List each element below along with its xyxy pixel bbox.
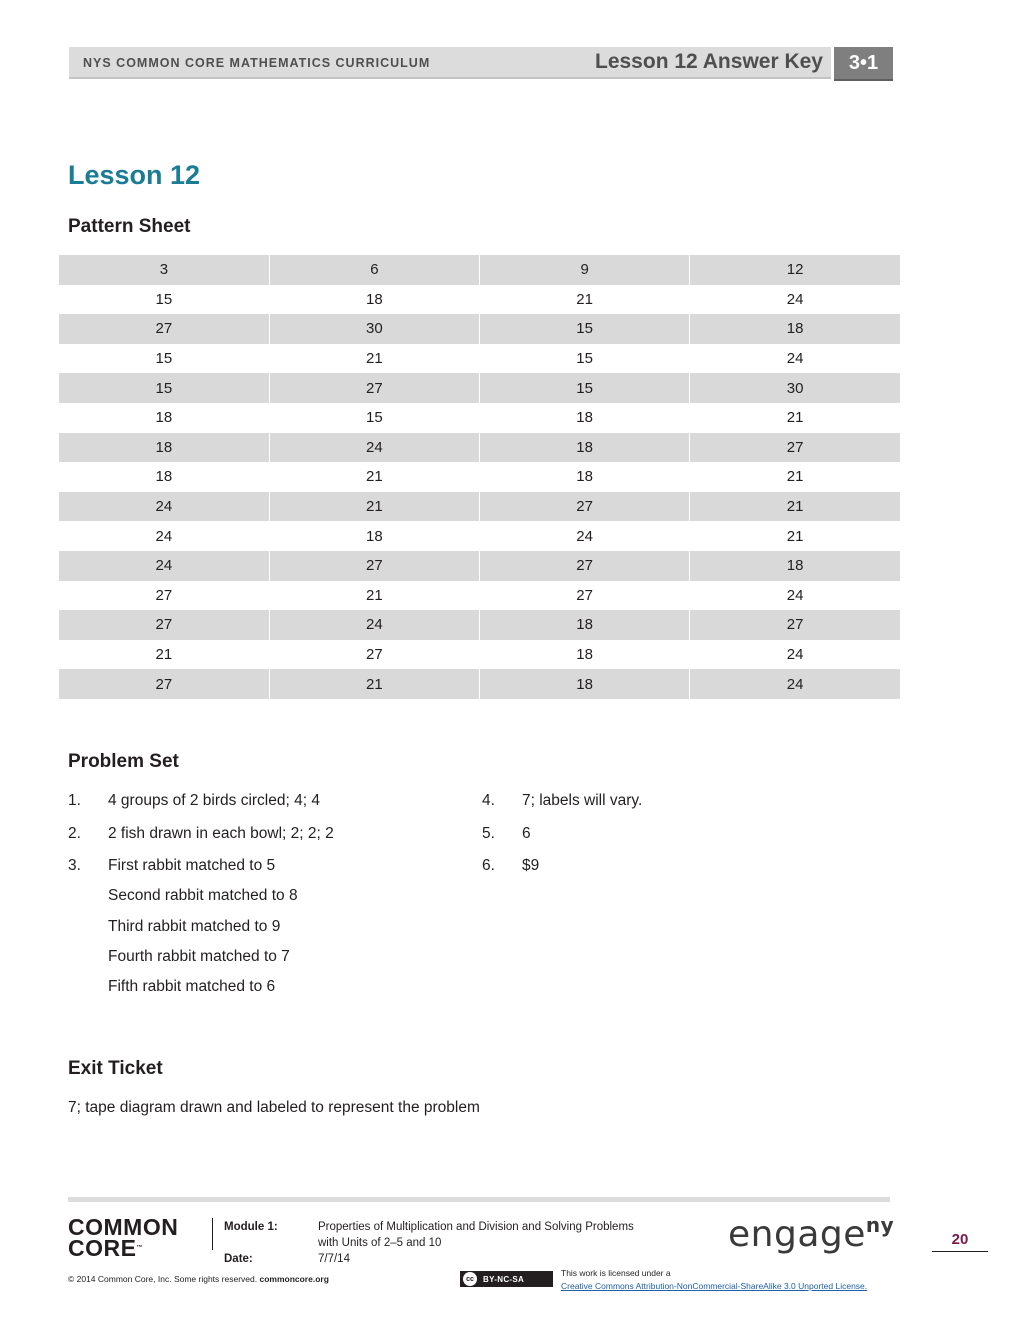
logo-trademark: ™ bbox=[136, 1245, 143, 1251]
copyright-text: © 2014 Common Core, Inc. Some rights reserved. bbox=[68, 1274, 258, 1284]
table-cell: 24 bbox=[269, 610, 479, 640]
curriculum-label: NYS COMMON CORE MATHEMATICS CURRICULUM bbox=[83, 56, 431, 70]
table-cell: 24 bbox=[480, 521, 690, 551]
logo-line-2: CORE bbox=[68, 1235, 137, 1261]
engageny-logo bbox=[728, 1213, 894, 1255]
creative-commons-icon: cc bbox=[463, 1272, 477, 1286]
table-cell: 21 bbox=[269, 492, 479, 522]
table-cell: 27 bbox=[480, 581, 690, 611]
table-cell: 24 bbox=[786, 586, 804, 604]
table-row bbox=[59, 344, 900, 374]
problem-answer: $9 bbox=[522, 857, 540, 874]
table-row bbox=[59, 373, 900, 403]
table-cell: 24 bbox=[786, 350, 804, 368]
table-cell: 27 bbox=[690, 433, 900, 463]
table-cell: 15 bbox=[480, 373, 690, 403]
table-cell: 15 bbox=[269, 403, 479, 433]
problem-answer-line: First rabbit matched to 5 bbox=[108, 857, 276, 874]
table-cell: 15 bbox=[59, 285, 269, 315]
pattern-sheet-heading: Pattern Sheet bbox=[68, 216, 191, 237]
table-cell: 24 bbox=[786, 646, 804, 664]
table-row bbox=[59, 640, 900, 670]
table-cell: 21 bbox=[480, 285, 690, 315]
engage-wordmark: engage bbox=[728, 1214, 866, 1255]
table-row bbox=[59, 521, 900, 551]
engage-ny-superscript: ny bbox=[865, 1213, 895, 1237]
table-cell: 21 bbox=[269, 344, 479, 374]
problem-set-heading: Problem Set bbox=[68, 751, 179, 772]
table-cell: 27 bbox=[59, 314, 269, 344]
table-row bbox=[59, 403, 900, 433]
table-cell: 24 bbox=[786, 290, 804, 308]
page-number: 20 bbox=[932, 1231, 988, 1252]
table-cell: 21 bbox=[269, 581, 479, 611]
page-title: Lesson 12 bbox=[68, 160, 201, 190]
table-cell: 24 bbox=[690, 669, 900, 699]
problem-number: 6. bbox=[482, 857, 495, 874]
table-cell: 27 bbox=[59, 610, 269, 640]
pattern-table bbox=[59, 255, 900, 699]
date-label: Date: bbox=[224, 1253, 253, 1265]
module-tag-shadow bbox=[834, 79, 893, 81]
table-cell: 18 bbox=[59, 462, 269, 492]
problem-answer-line: Third rabbit matched to 9 bbox=[108, 918, 281, 935]
cc-license-badge[interactable] bbox=[460, 1271, 553, 1287]
table-cell: 18 bbox=[59, 433, 269, 463]
cc-badge-label: BY-NC-SA bbox=[483, 1274, 525, 1284]
table-cell: 24 bbox=[59, 492, 269, 522]
table-cell: 21 bbox=[786, 468, 804, 486]
table-cell: 18 bbox=[480, 669, 690, 699]
table-cell: 18 bbox=[480, 433, 690, 463]
table-cell: 18 bbox=[480, 640, 690, 670]
exit-ticket-answer: 7; tape diagram drawn and labeled to represent the problem bbox=[68, 1099, 480, 1116]
module-title-line-2: with Units of 2–5 and 10 bbox=[318, 1237, 442, 1249]
table-row bbox=[59, 581, 900, 611]
table-cell: 27 bbox=[269, 551, 479, 581]
module-tag: 3•1 bbox=[834, 47, 893, 79]
copyright-notice bbox=[68, 1274, 329, 1284]
table-cell: 18 bbox=[269, 285, 479, 315]
problem-number: 2. bbox=[68, 825, 81, 842]
table-cell: 27 bbox=[59, 669, 269, 699]
problem-number: 5. bbox=[482, 825, 495, 842]
table-cell: 30 bbox=[690, 373, 900, 403]
answer-key-title: Lesson 12 Answer Key bbox=[595, 50, 823, 73]
table-cell: 24 bbox=[59, 521, 269, 551]
table-cell: 18 bbox=[690, 314, 900, 344]
problem-answer-line: Fifth rabbit matched to 6 bbox=[108, 978, 276, 995]
table-cell: 21 bbox=[59, 640, 269, 670]
table-cell: 18 bbox=[480, 610, 690, 640]
table-cell: 27 bbox=[269, 373, 479, 403]
table-cell: 27 bbox=[269, 640, 479, 670]
table-cell: 27 bbox=[480, 492, 690, 522]
table-cell: 21 bbox=[269, 462, 479, 492]
problem-answer-line: Fourth rabbit matched to 7 bbox=[108, 948, 290, 965]
license-intro: This work is licensed under a bbox=[561, 1268, 671, 1278]
table-row bbox=[59, 462, 900, 492]
table-cell: 27 bbox=[59, 581, 269, 611]
table-cell: 27 bbox=[480, 551, 690, 581]
table-row bbox=[59, 255, 900, 285]
problem-number: 4. bbox=[482, 792, 495, 809]
table-cell: 30 bbox=[269, 314, 479, 344]
table-cell: 6 bbox=[269, 255, 479, 285]
table-row bbox=[59, 285, 900, 315]
problem-answer: 2 fish drawn in each bowl; 2; 2; 2 bbox=[108, 825, 334, 842]
problem-number: 1. bbox=[68, 792, 81, 809]
problem-number: 3. bbox=[68, 857, 81, 874]
table-cell: 9 bbox=[480, 255, 690, 285]
table-cell: 21 bbox=[786, 527, 804, 545]
logo-line-1: COMMON bbox=[68, 1214, 179, 1240]
module-title-line-1: Properties of Multiplication and Division and Solving Problems bbox=[318, 1221, 634, 1233]
table-cell: 18 bbox=[480, 462, 690, 492]
module-label: Module 1: bbox=[224, 1221, 278, 1233]
table-row bbox=[59, 610, 900, 640]
table-cell: 12 bbox=[690, 255, 900, 285]
table-row bbox=[59, 433, 900, 463]
table-cell: 15 bbox=[480, 314, 690, 344]
table-cell: 15 bbox=[59, 373, 269, 403]
table-cell: 18 bbox=[690, 551, 900, 581]
footer-rule bbox=[68, 1197, 890, 1202]
table-cell: 18 bbox=[59, 403, 269, 433]
exit-ticket-heading: Exit Ticket bbox=[68, 1058, 163, 1079]
table-cell: 18 bbox=[269, 521, 479, 551]
table-cell: 24 bbox=[59, 551, 269, 581]
table-cell: 24 bbox=[269, 433, 479, 463]
table-row bbox=[59, 669, 900, 699]
license-link[interactable]: Creative Commons Attribution-NonCommercial-ShareAlike 3.0 Unported License. bbox=[561, 1281, 868, 1291]
problem-answer: 6 bbox=[522, 825, 531, 842]
problem-answer: 4 groups of 2 birds circled; 4; 4 bbox=[108, 792, 320, 809]
problem-answer: 7; labels will vary. bbox=[522, 792, 643, 809]
table-row bbox=[59, 314, 900, 344]
table-cell: 15 bbox=[480, 344, 690, 374]
table-row bbox=[59, 492, 900, 522]
copyright-site: commoncore.org bbox=[259, 1274, 329, 1284]
table-cell: 3 bbox=[59, 255, 269, 285]
footer-divider bbox=[212, 1218, 213, 1250]
problem-answer-line: Second rabbit matched to 8 bbox=[108, 887, 298, 904]
table-cell: 27 bbox=[690, 610, 900, 640]
table-cell: 21 bbox=[690, 492, 900, 522]
table-cell: 18 bbox=[480, 403, 690, 433]
table-cell: 21 bbox=[786, 409, 804, 427]
date-value: 7/7/14 bbox=[318, 1253, 350, 1265]
common-core-logo bbox=[68, 1214, 179, 1261]
table-cell: 15 bbox=[59, 344, 269, 374]
table-row bbox=[59, 551, 900, 581]
table-cell: 21 bbox=[269, 669, 479, 699]
